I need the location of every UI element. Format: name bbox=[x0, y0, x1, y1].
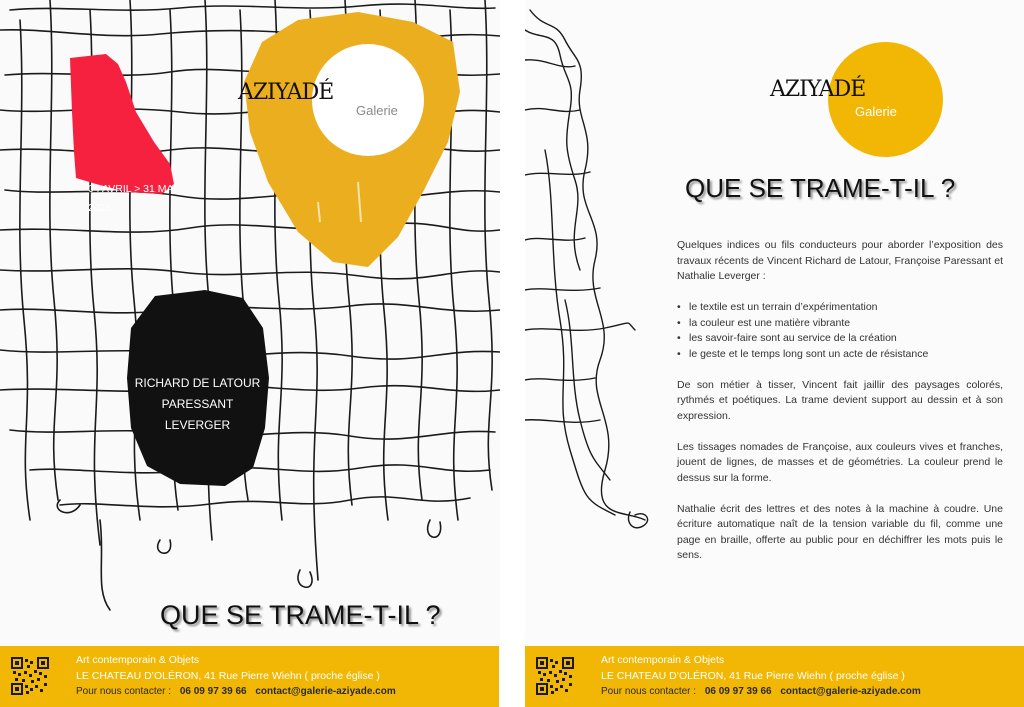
artist-paragraph-vincent: De son métier à tisser, Vincent fait jaillir des paysages colorés, rythmés et poétiques. La trame devient support au dessin et à son expression. bbox=[677, 378, 1003, 422]
gallery-logo-name: AZIYADÉ bbox=[770, 77, 866, 102]
gallery-logo-subtitle: Galerie bbox=[855, 104, 897, 119]
exhibition-title: QUE SE TRAME-T-IL ? bbox=[685, 173, 956, 203]
phone-number[interactable]: 06 09 97 39 66 bbox=[704, 686, 772, 697]
exhibition-dates bbox=[88, 180, 176, 218]
artist-names bbox=[125, 373, 270, 436]
exhibition-description bbox=[677, 238, 1003, 579]
intro-paragraph: Quelques indices ou fils conducteurs pour aborder l’exposition des travaux récents de Vincent Richard de Latour, Françoise Paressant et Nathalie Leverger : bbox=[677, 239, 1003, 282]
gallery-tagline: Art contemporain & Objets bbox=[601, 654, 725, 666]
footer-text bbox=[601, 652, 921, 700]
contact-line bbox=[601, 684, 921, 700]
dates-range: 04 AVRIL > 31 MAI bbox=[88, 183, 177, 195]
artist-paragraph-francoise: Les tissages nomades de Françoise, aux couleurs vives et franches, jouent de lignes, de masses et de géométries. La couleur prend le dessus sur la forme. bbox=[677, 440, 1003, 484]
poster-back bbox=[525, 0, 1024, 707]
contact-label: Pour nous contacter : bbox=[76, 686, 172, 697]
poster-front bbox=[0, 0, 500, 707]
gallery-logo-subtitle: Galerie bbox=[356, 103, 398, 118]
red-fabric-shape bbox=[66, 52, 176, 197]
theme-item: • les savoir-faire sont au service de la création bbox=[677, 331, 1003, 347]
gallery-logo-name: AZIYADÉ bbox=[238, 80, 334, 105]
contact-footer bbox=[0, 646, 499, 707]
exhibition-title: QUE SE TRAME-T-IL ? bbox=[160, 600, 441, 630]
theme-item: • le textile est un terrain d’expérimentation bbox=[677, 300, 1003, 316]
phone-number[interactable]: 06 09 97 39 66 bbox=[179, 686, 247, 697]
themes-list bbox=[677, 300, 1003, 362]
gallery-address: LE CHATEAU D’OLÉRON, 41 Rue Pierre Wiehn ( proche église ) bbox=[601, 670, 905, 682]
dates-year: 2026 bbox=[88, 202, 112, 214]
artist-name: LEVERGER bbox=[164, 418, 231, 432]
theme-item: • la couleur est une matière vibrante bbox=[677, 316, 1003, 332]
contact-label: Pour nous contacter : bbox=[601, 686, 697, 697]
footer-text bbox=[76, 652, 396, 700]
artist-name: PARESSANT bbox=[161, 397, 234, 411]
contact-line bbox=[76, 684, 396, 700]
gallery-address: LE CHATEAU D’OLÉRON, 41 Rue Pierre Wiehn ( proche église ) bbox=[76, 670, 380, 682]
artist-name: RICHARD DE LATOUR bbox=[134, 376, 261, 390]
artist-paragraph-nathalie: Nathalie écrit des lettres et des notes à la machine à coudre. Une écriture automatique naît de la tension variable du fil, comme une page en braille, offerte au public pour en déchiffrer les mots puis le sens. bbox=[677, 502, 1003, 561]
email-link[interactable]: contact@galerie-aziyade.com bbox=[780, 686, 921, 697]
theme-item: • le geste et le temps long sont un acte de résistance bbox=[677, 347, 1003, 363]
thread-edge-illustration bbox=[525, 0, 665, 560]
email-link[interactable]: contact@galerie-aziyade.com bbox=[255, 686, 396, 697]
gallery-tagline: Art contemporain & Objets bbox=[76, 654, 200, 666]
contact-footer bbox=[525, 646, 1024, 707]
qr-code-icon[interactable] bbox=[536, 657, 574, 695]
qr-code-icon[interactable] bbox=[11, 657, 49, 695]
